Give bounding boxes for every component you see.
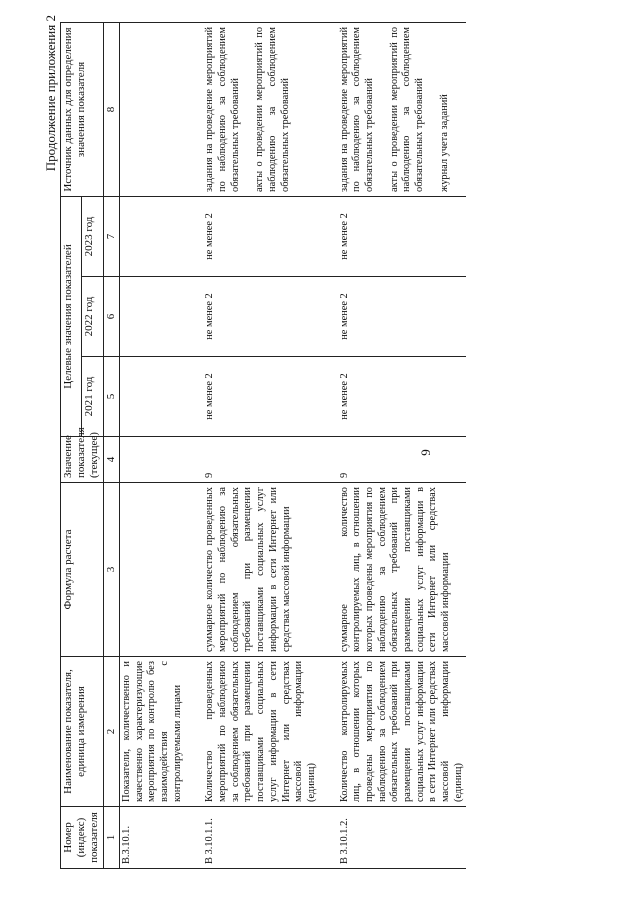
row-name: Количество контролируемых лиц, в отношении которых проведены мероприятия по наблюдению за соблюдением обязательных требований при размещении поставщиками социальных услуг информации в сети Интернет или средствах массовой информации (единиц) (338, 657, 467, 807)
column-number: 2 (103, 657, 119, 807)
page-number: 9 (418, 449, 433, 456)
row-current: 9 (203, 437, 319, 483)
row-formula: суммарное количество контролируемых лиц, в отношении которых проведены мероприятия по наблюдению за соблюдением обязательных требований при размещении поставщиками социальных услуг информации в сети Интернет или средствах массовой информации (338, 483, 467, 657)
header-2023: 2023 год (82, 196, 103, 276)
column-number: 6 (103, 277, 119, 357)
source-item: акты о проведении мероприятий по наблюдению за соблюдением обязательных требований (254, 26, 291, 192)
column-number: 4 (103, 437, 119, 483)
row-2022: не менее 2 (203, 277, 319, 357)
row-2023: не менее 2 (203, 196, 319, 276)
source-item: задания на проведение мероприятий по наблюдению за соблюдением обязательных требований (204, 26, 241, 192)
row-2021: не менее 2 (338, 357, 467, 437)
header-2021: 2021 год (82, 357, 103, 437)
header-formula: Формула расчета (61, 483, 104, 657)
column-number: 7 (103, 196, 119, 276)
column-number: 5 (103, 357, 119, 437)
header-current: Значение показателя (текущее) (61, 437, 104, 483)
header-targets-group: Целевые значения показателей (61, 196, 82, 436)
section-row (119, 22, 185, 868)
column-number: 8 (103, 22, 119, 196)
table-row (203, 22, 319, 868)
source-item: задания на проведение мероприятий по наблюдению за соблюдением обязательных требований (338, 26, 375, 192)
section-index: В.3.10.1. (119, 807, 185, 869)
source-item: журнал учета заданий (438, 94, 450, 192)
row-source (338, 22, 467, 196)
source-item: акты о проведении мероприятий по наблюдению за соблюдением обязательных требований (388, 26, 426, 192)
row-index: В 3.10.1.1. (203, 807, 319, 869)
column-number-row (103, 22, 119, 868)
row-2021: не менее 2 (203, 357, 319, 437)
row-name: Количество проведенных мероприятий по наблюдению за соблюдением обязательных требований при размещении поставщиками социальных услуг информации в сети Интернет или средствах массовой информации (единиц) (203, 657, 319, 807)
row-formula: суммарное количество проведенных мероприятий по наблюдению за соблюдением обязательных требований при размещении поставщиками социальных услуг информации в сети Интернет или средствах массовой информации (203, 483, 319, 657)
appendix-note: Продолжение приложения 2 (43, 15, 58, 172)
header-index: Номер (индекс) показателя (61, 807, 104, 869)
header-source: Источник данных для определения значения показателя (61, 22, 104, 196)
column-number: 3 (103, 483, 119, 657)
column-number: 1 (103, 807, 119, 869)
header-2022: 2022 год (82, 277, 103, 357)
indicators-table (60, 22, 466, 869)
header-name: Наименование показателя, единица измерения (61, 657, 104, 807)
row-current: 9 (338, 437, 467, 483)
row-2022: не менее 2 (338, 277, 467, 357)
row-2023: не менее 2 (338, 196, 467, 276)
row-index: В 3.10.1.2. (338, 807, 467, 869)
row-source (203, 22, 319, 196)
table-row (338, 22, 467, 868)
section-name: Показатели, количественно и качественно характеризующие мероприятия по контролю без взаимодействия с контролируемыми лицами (119, 657, 185, 807)
table-header (61, 22, 120, 868)
